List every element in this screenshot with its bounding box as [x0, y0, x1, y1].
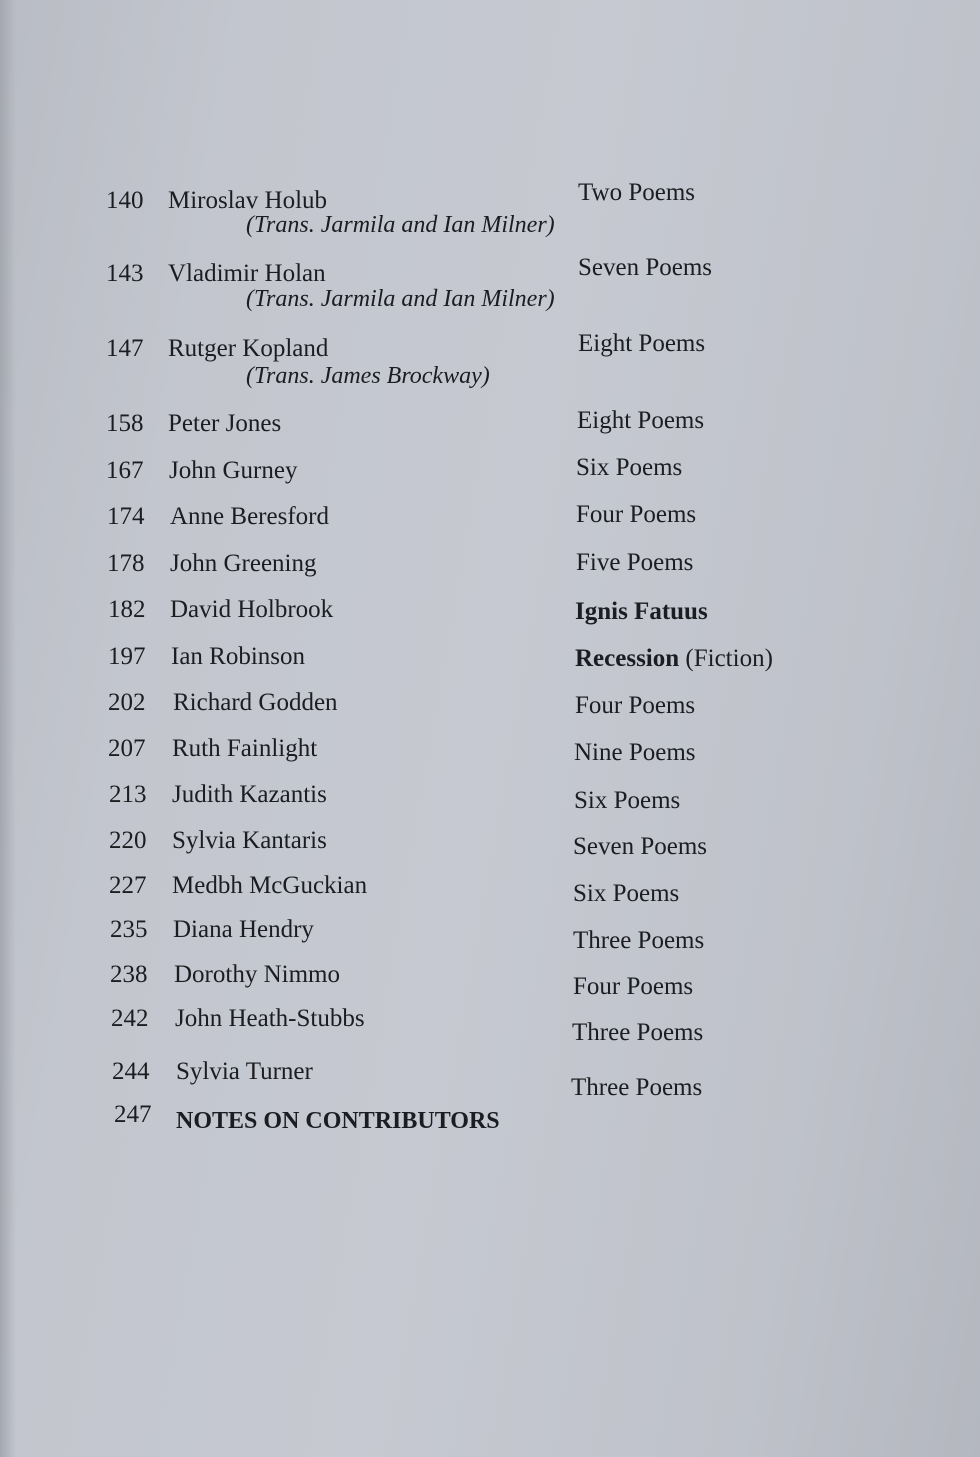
page-number: 213	[109, 781, 147, 808]
work-title: Seven Poems	[573, 833, 708, 860]
translator-credit: (Trans. James Brockway)	[246, 363, 490, 389]
page-number: 220	[109, 827, 147, 854]
author-name: Sylvia Turner	[176, 1058, 313, 1085]
work-title: Three Poems	[571, 1074, 703, 1101]
author-name: Miroslav Holub	[168, 187, 328, 214]
author-name: Ruth Fainlight	[172, 735, 318, 762]
work-title: Seven Poems	[578, 254, 713, 281]
page-gutter-shadow	[0, 0, 16, 1457]
page-number: 182	[108, 596, 146, 623]
author-name: Ian Robinson	[171, 643, 306, 670]
work-genre-note: (Fiction)	[685, 645, 773, 672]
page-number: 167	[106, 457, 144, 484]
page-number: 143	[106, 260, 144, 287]
translator-credit: (Trans. Jarmila and Ian Milner)	[246, 286, 555, 312]
author-name: Peter Jones	[168, 410, 282, 437]
work-title: Two Poems	[578, 179, 696, 206]
work-title: Four Poems	[573, 973, 694, 1000]
author-name: Sylvia Kantaris	[172, 827, 327, 854]
author-name: Dorothy Nimmo	[174, 961, 340, 988]
translator-credit: (Trans. Jarmila and Ian Milner)	[246, 212, 555, 238]
work-title: Six Poems	[574, 787, 681, 814]
work-title: Three Poems	[572, 1019, 704, 1046]
page-number: 235	[110, 916, 148, 943]
page-number: 202	[108, 689, 146, 716]
page-number: 242	[111, 1005, 149, 1032]
work-title: Four Poems	[576, 501, 697, 528]
author-name: John Greening	[170, 550, 317, 577]
page-number: 178	[107, 550, 145, 577]
page-number: 140	[106, 187, 144, 214]
page-number: 244	[112, 1058, 150, 1085]
author-name: Medbh McGuckian	[172, 872, 368, 899]
author-name: John Heath-Stubbs	[175, 1005, 365, 1032]
work-title: Recession	[575, 645, 680, 672]
work-title: Six Poems	[576, 454, 683, 481]
work-title: Five Poems	[576, 549, 694, 576]
work-title: Ignis Fatuus	[575, 598, 708, 625]
page-number: 158	[106, 410, 144, 437]
author-name: Judith Kazantis	[172, 781, 327, 808]
work-title: Six Poems	[573, 880, 680, 907]
author-name: Anne Beresford	[170, 503, 329, 530]
page-number: 147	[106, 335, 144, 362]
work-title: Three Poems	[573, 927, 705, 954]
author-name: Rutger Kopland	[168, 335, 329, 362]
page-number: 207	[108, 735, 146, 762]
notes-on-contributors-heading: NOTES ON CONTRIBUTORS	[176, 1108, 500, 1134]
author-name: Richard Godden	[173, 689, 338, 716]
page-number: 174	[107, 503, 145, 530]
author-name: John Gurney	[169, 457, 298, 484]
work-title: Eight Poems	[577, 407, 705, 434]
author-name: Vladimir Holan	[168, 260, 326, 287]
page-number: 238	[110, 961, 148, 988]
work-title: Eight Poems	[578, 330, 706, 357]
work-title: Nine Poems	[574, 739, 696, 766]
page-number: 247	[114, 1101, 152, 1128]
page-number: 197	[108, 643, 146, 670]
author-name: Diana Hendry	[173, 916, 314, 943]
work-title-group	[575, 644, 773, 674]
page-number: 227	[109, 872, 147, 899]
work-title: Four Poems	[575, 692, 696, 719]
author-name: David Holbrook	[170, 596, 334, 623]
